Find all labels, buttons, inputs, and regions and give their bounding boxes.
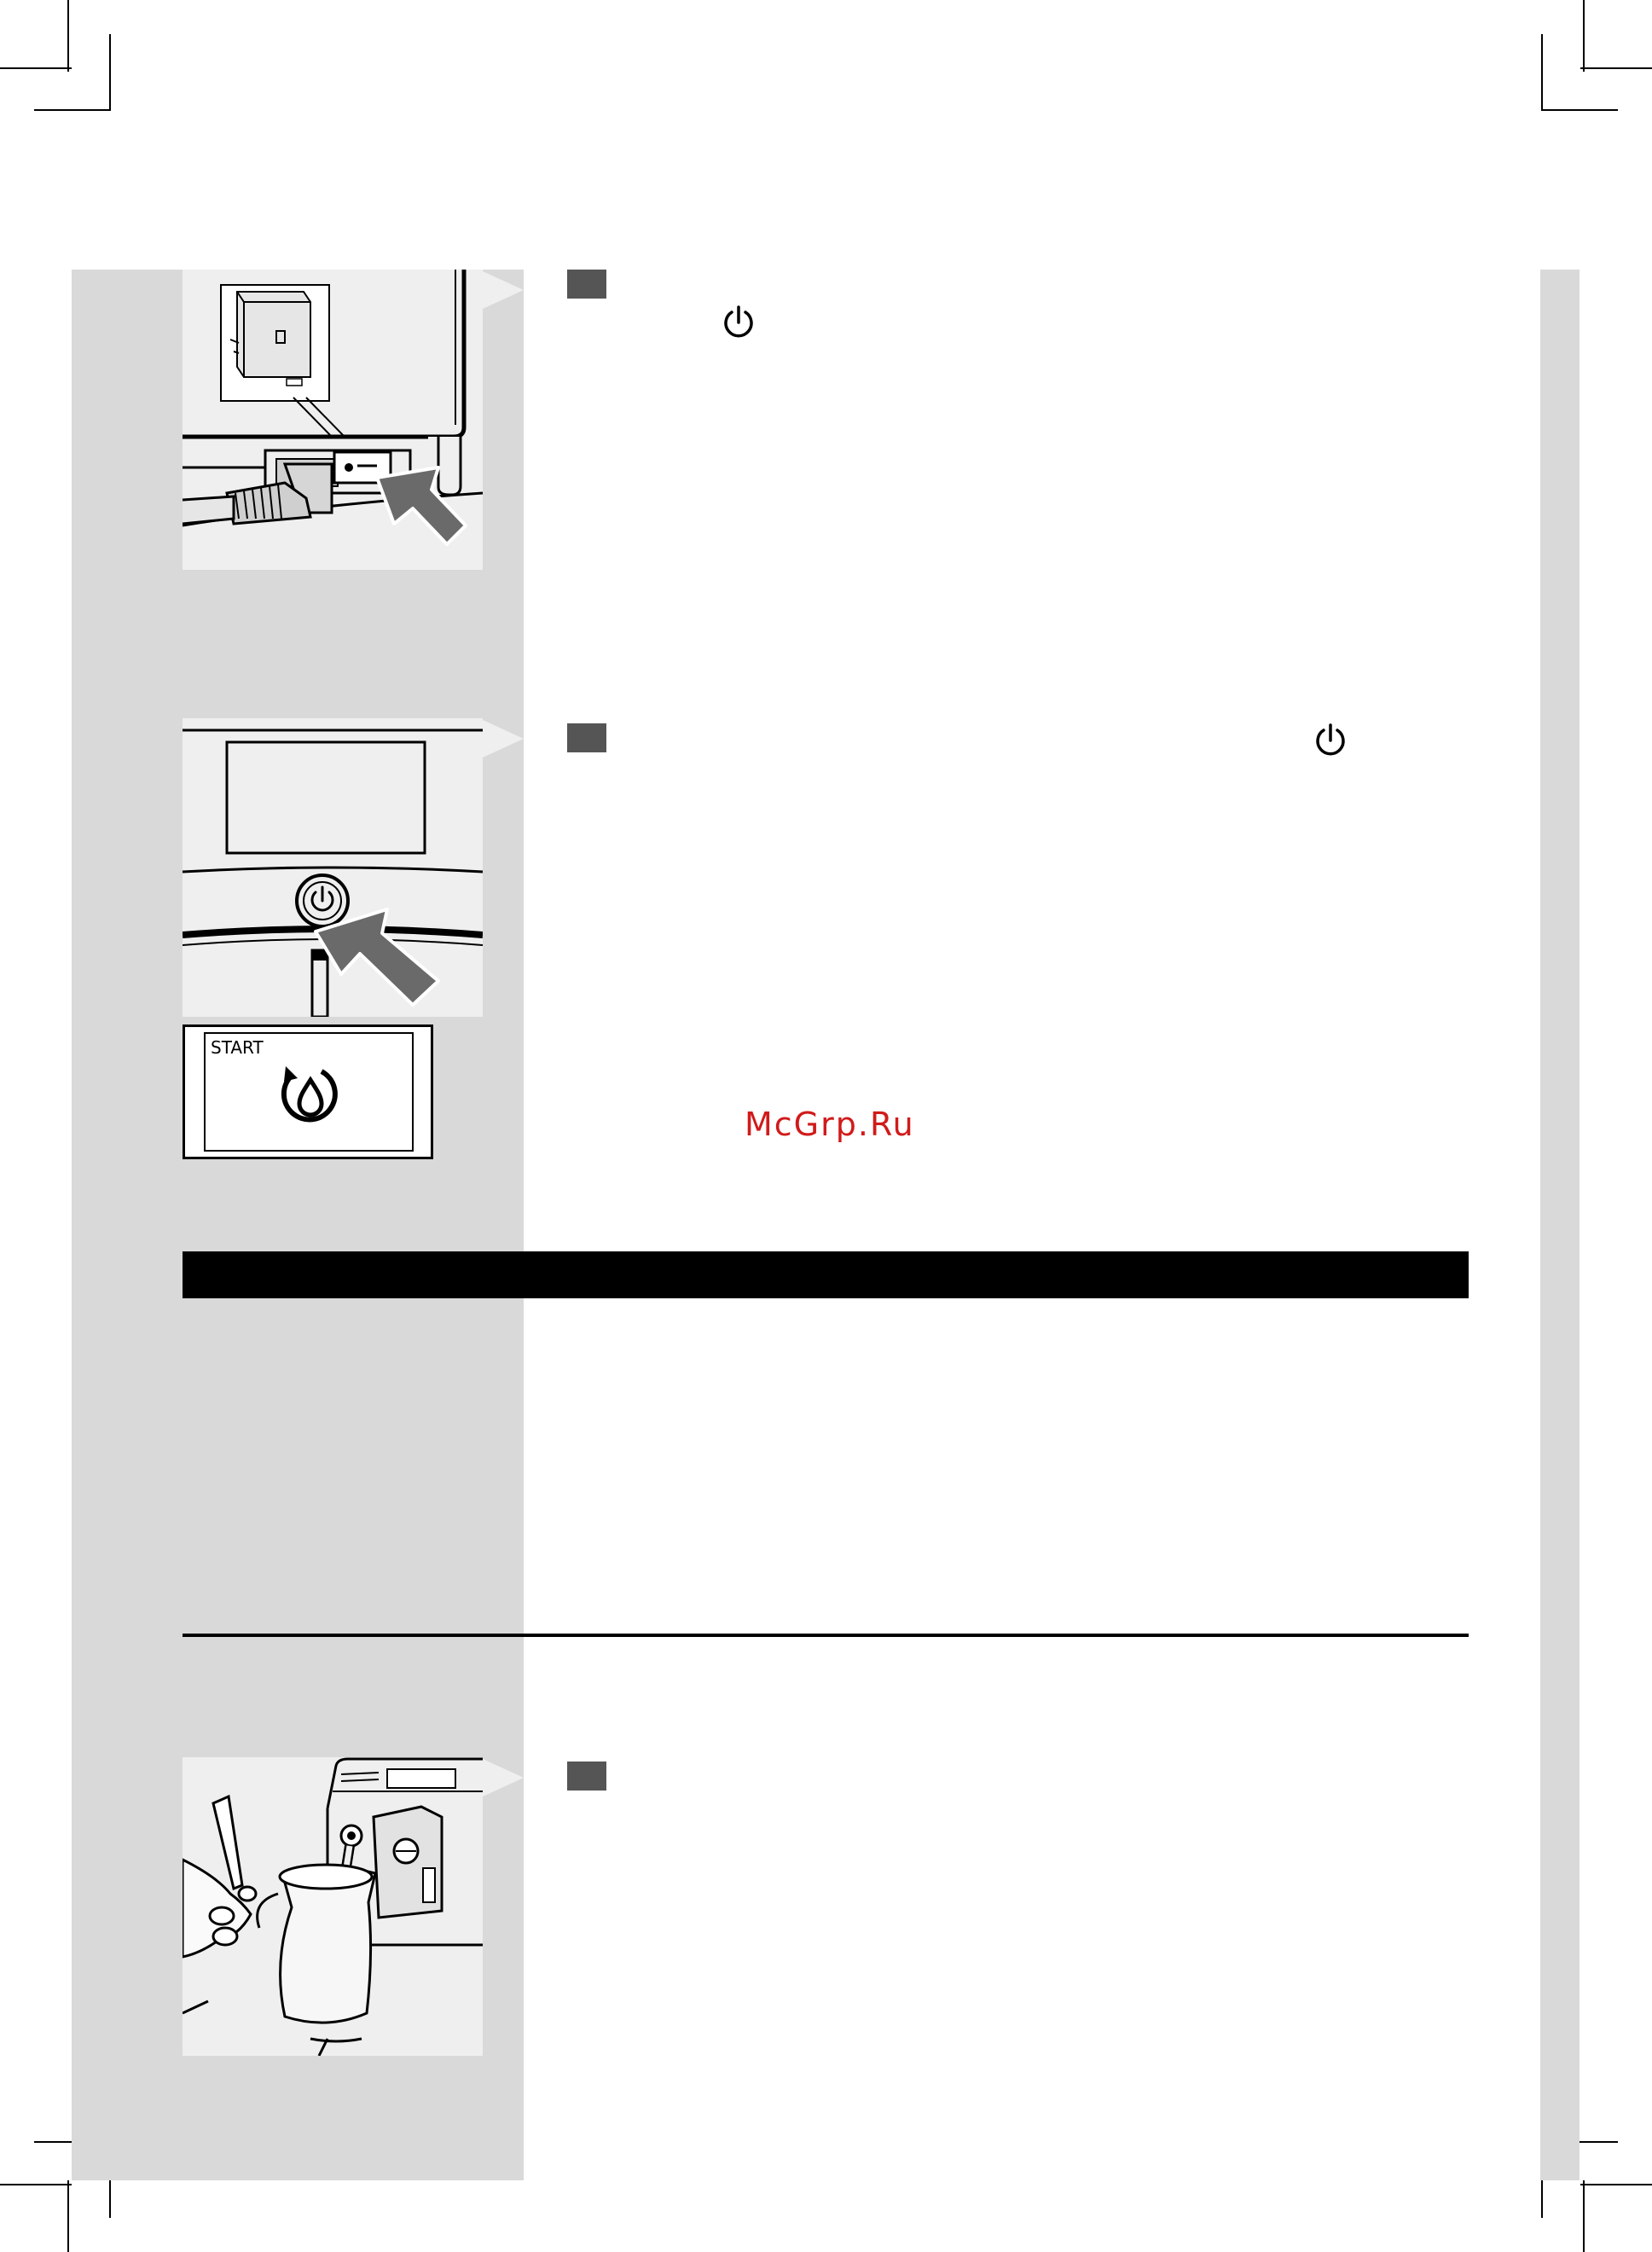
crop-mark xyxy=(0,67,72,69)
crop-mark xyxy=(0,2184,72,2185)
display-frame xyxy=(204,1032,414,1152)
crop-mark xyxy=(34,109,111,111)
section-heading-bar xyxy=(183,1251,1469,1298)
mains-switch-drawing xyxy=(183,270,483,570)
callout-pointer xyxy=(483,1759,524,1796)
display-start-screen xyxy=(183,1024,433,1159)
illustration-mains-switch xyxy=(183,270,483,570)
illustration-power-button xyxy=(183,718,483,1017)
power-icon xyxy=(720,304,757,341)
crop-mark xyxy=(1583,2180,1585,2252)
crop-mark xyxy=(1583,0,1585,72)
illustration-milk-frothing xyxy=(183,1757,483,2056)
crop-mark xyxy=(67,0,69,72)
step-1-marker xyxy=(567,270,606,299)
callout-pointer xyxy=(483,720,524,757)
water-drop-refresh-icon xyxy=(272,1056,349,1133)
milk-frothing-drawing xyxy=(183,1757,483,2056)
right-margin-band xyxy=(1540,270,1580,2180)
crop-mark xyxy=(109,34,111,111)
crop-mark xyxy=(1541,34,1543,111)
section-divider xyxy=(183,1634,1469,1637)
power-icon xyxy=(1312,722,1349,759)
crop-mark xyxy=(1580,2184,1652,2185)
step-2-marker xyxy=(567,723,606,752)
crop-mark xyxy=(67,2180,69,2252)
crop-mark xyxy=(1580,67,1652,69)
crop-mark xyxy=(1541,109,1618,111)
step-3-marker xyxy=(567,1762,606,1791)
callout-pointer xyxy=(483,271,524,309)
display-start-label: START xyxy=(211,1037,264,1058)
power-button-drawing xyxy=(183,718,483,1017)
watermark: McGrp.Ru xyxy=(745,1106,915,1143)
